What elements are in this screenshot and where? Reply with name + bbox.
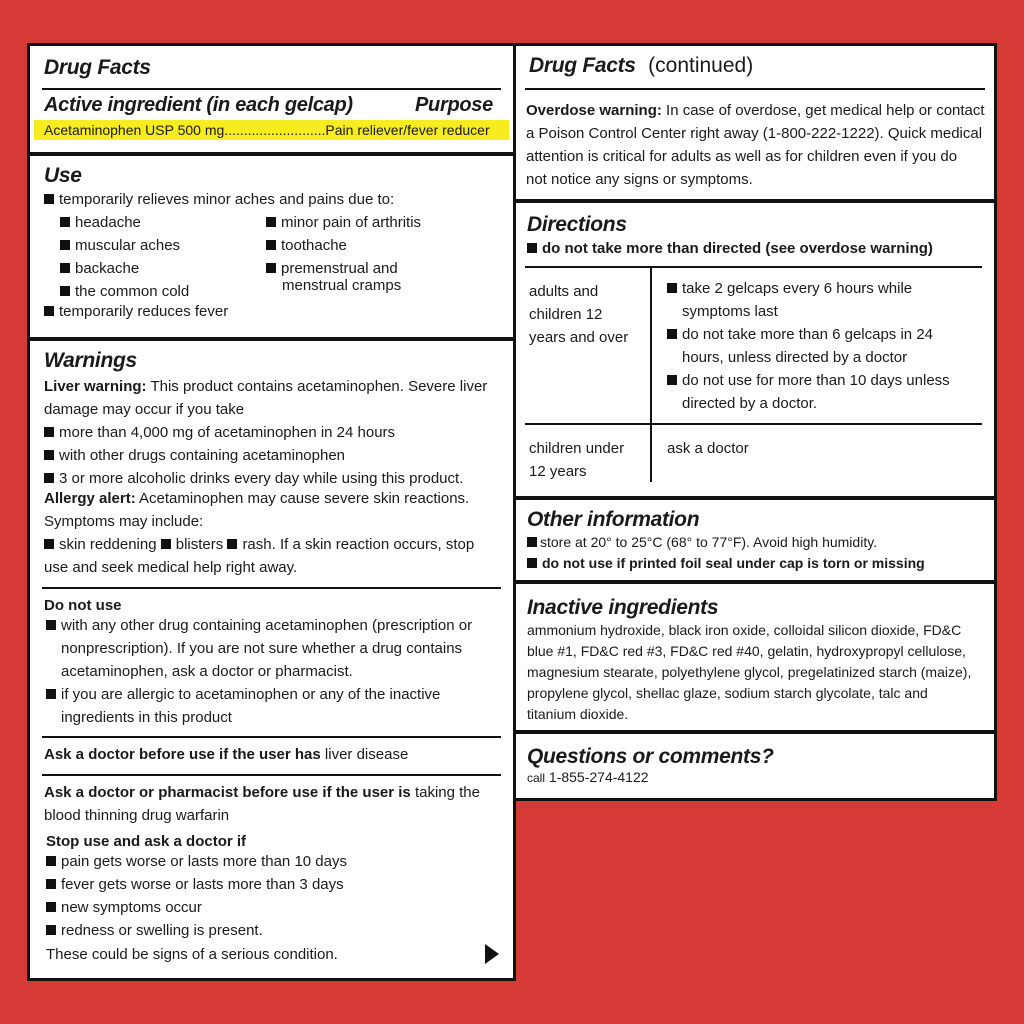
storage-note: store at 20° to 25°C (68° to 77°F). Avoid high humidity. [527, 532, 877, 553]
bullet-square-icon [266, 217, 276, 227]
bullet-square-icon [44, 194, 54, 204]
inactive-line: propylene glycol, shellac glaze, sodium starch glycolate, talc and [527, 685, 928, 701]
age-group-adults: children 12 [529, 306, 603, 323]
drug-facts-title: Drug Facts [44, 56, 151, 79]
bullet-square-icon [60, 286, 70, 296]
other-info-heading: Other information [527, 508, 700, 531]
liver-bullet: more than 4,000 mg of acetaminophen in 24 hours [44, 421, 395, 444]
stop-use-item: redness or swelling is present. [46, 919, 263, 942]
bullet-square-icon [46, 902, 56, 912]
inactive-line: blue #1, FD&C red #3, FD&C red #40, gelatin, hydroxypropyl cellulose, [527, 643, 966, 659]
dosage-item-cont: symptoms last [682, 303, 778, 320]
bullet-square-icon [667, 375, 677, 385]
bullet-square-icon [227, 539, 237, 549]
phone-number[interactable]: 1-855-274-4122 [545, 769, 649, 785]
bullet-square-icon [266, 240, 276, 250]
drug-facts-continued-title: Drug Facts (continued) [529, 54, 754, 77]
active-ingredient-heading: Active ingredient (in each gelcap) [44, 94, 353, 116]
age-group-children: children under [529, 440, 625, 457]
liver-warning: Liver warning: This product contains acetaminophen. Severe liver [44, 378, 488, 395]
use-item: headache [60, 211, 141, 234]
bullet-square-icon [527, 558, 537, 568]
bullet-square-icon [44, 427, 54, 437]
bullet-square-icon [667, 329, 677, 339]
stop-use-heading: Stop use and ask a doctor if [46, 833, 247, 850]
use-section [30, 156, 513, 341]
bullet-square-icon [46, 879, 56, 889]
directions-section [516, 203, 994, 500]
ask-pharmacist-line2: blood thinning drug warfarin [44, 807, 230, 824]
liver-bullet: 3 or more alcoholic drinks every day while using this product. [44, 467, 463, 490]
use-item: minor pain of arthritis [266, 211, 421, 234]
dosage-item: take 2 gelcaps every 6 hours while [667, 277, 912, 300]
bullet-square-icon [266, 263, 276, 273]
do-not-use-item-cont: ingredients in this product [61, 709, 232, 726]
active-ingredient-section [30, 46, 513, 156]
directions-heading: Directions [527, 213, 627, 236]
ingredient-line: Acetaminophen USP 500 mg..........................Pain reliever/fever reducer [44, 122, 490, 138]
allergy-line3: use and seek medical help right away. [44, 559, 298, 576]
allergy-symptoms: skin reddening blisters rash. If a skin reaction occurs, stop [44, 533, 474, 556]
age-group-adults: adults and [529, 283, 599, 300]
use-item: muscular aches [60, 234, 180, 257]
ask-pharmacist: Ask a doctor or pharmacist before use if the user is taking the [44, 784, 480, 801]
do-not-use-item: with any other drug containing acetaminophen (prescription or [46, 614, 472, 637]
ask-doctor-liver: Ask a doctor before use if the user has liver disease [44, 746, 409, 763]
stop-use-item: new symptoms occur [46, 896, 202, 919]
do-not-use-item-cont: acetaminophen, ask a doctor or pharmacist. [61, 663, 353, 680]
dosage-item: do not use for more than 10 days unless [667, 369, 950, 392]
use-item: the common cold [60, 280, 189, 303]
bullet-square-icon [44, 539, 54, 549]
other-info-section [516, 500, 994, 584]
do-not-use-item-cont: nonprescription). If you are not sure whether a drug contains [61, 640, 463, 657]
overdose-line: attention is critical for adults as well as for children even if you do [526, 148, 958, 165]
dosage-item-cont: hours, unless directed by a doctor [682, 349, 908, 366]
bullet-square-icon [44, 306, 54, 316]
liver-bullet: with other drugs containing acetaminophen [44, 444, 345, 467]
seal-note: do not use if printed foil seal under cap is torn or missing [527, 553, 925, 574]
inactive-ingredients-section [516, 584, 994, 734]
do-not-use-heading: Do not use [44, 597, 122, 614]
dosage-item: do not take more than 6 gelcaps in 24 [667, 323, 933, 346]
bullet-square-icon [60, 217, 70, 227]
allergy-line2: Symptoms may include: [44, 513, 204, 530]
inactive-line: magnesium stearate, polyethylene glycol, pregelatinized starch (maize), [527, 664, 972, 680]
bullet-square-icon [46, 925, 56, 935]
questions-heading: Questions or comments? [527, 745, 774, 768]
bullet-square-icon [46, 856, 56, 866]
drug-facts-right-panel [513, 43, 997, 801]
bullet-square-icon [60, 240, 70, 250]
bullet-square-icon [667, 283, 677, 293]
stop-use-item: fever gets worse or lasts more than 3 days [46, 873, 344, 896]
age-group-children: 12 years [529, 463, 587, 480]
overdose-warning: Overdose warning: In case of overdose, get medical help or contact [526, 102, 985, 119]
bullet-square-icon [46, 689, 56, 699]
bullet-square-icon [527, 537, 537, 547]
use-fever: temporarily reduces fever [44, 300, 228, 323]
allergy-alert: Allergy alert: Acetaminophen may cause severe skin reactions. [44, 490, 470, 507]
bullet-square-icon [527, 243, 537, 253]
use-item: backache [60, 257, 139, 280]
inactive-line: ammonium hydroxide, black iron oxide, colloidal silicon dioxide, FD&C [527, 622, 962, 638]
inactive-line: titanium dioxide. [527, 706, 629, 722]
use-item: premenstrual and [266, 257, 398, 280]
use-item: toothache [266, 234, 347, 257]
children-dosage: ask a doctor [667, 440, 749, 457]
overdose-line: a Poison Control Center right away (1-800-222-1222). Quick medical [526, 125, 983, 142]
questions-section [516, 734, 994, 798]
warnings-heading: Warnings [44, 349, 137, 372]
overdose-section [516, 46, 994, 203]
do-not-use-item: if you are allergic to acetaminophen or any of the inactive [46, 683, 440, 706]
use-heading: Use [44, 164, 82, 187]
stop-use-item: pain gets worse or lasts more than 10 days [46, 850, 347, 873]
continue-arrow-icon [485, 944, 499, 964]
phone-line: call 1-855-274-4122 [527, 769, 649, 785]
overdose-line: not notice any signs or symptoms. [526, 171, 753, 188]
use-item-continued: menstrual cramps [282, 277, 402, 294]
dosage-item-cont: directed by a doctor. [682, 395, 818, 412]
liver-warning-line2: damage may occur if you take [44, 401, 245, 418]
warnings-section [30, 341, 513, 978]
inactive-ingredients-heading: Inactive ingredients [527, 596, 719, 619]
use-intro: temporarily relieves minor aches and pains due to: [44, 188, 394, 211]
bullet-square-icon [60, 263, 70, 273]
drug-facts-left-panel [27, 43, 516, 981]
serious-condition-note: These could be signs of a serious condition. [46, 946, 338, 963]
bullet-square-icon [46, 620, 56, 630]
bullet-square-icon [44, 473, 54, 483]
purpose-heading: Purpose [415, 94, 493, 116]
bullet-square-icon [161, 539, 171, 549]
bullet-square-icon [44, 450, 54, 460]
age-group-adults: years and over [529, 329, 629, 346]
directions-main-bullet: do not take more than directed (see overdose warning) [527, 237, 933, 260]
